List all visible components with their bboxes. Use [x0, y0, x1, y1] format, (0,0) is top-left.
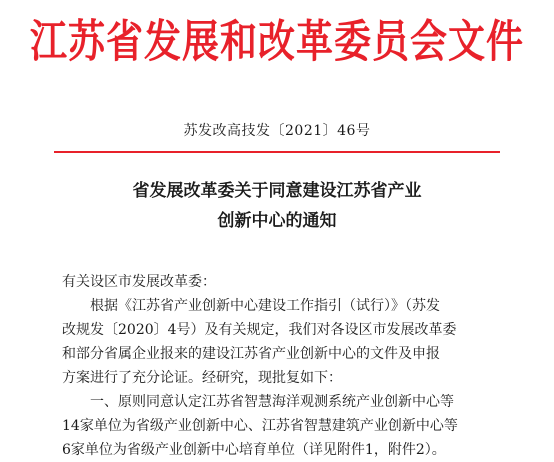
salutation: 有关设区市发展改革委：	[62, 274, 216, 290]
subject-title-line-1: 省发展改革委关于同意建设江苏省产业	[132, 181, 422, 201]
body-paragraph-line: 和部分省属企业报来的建设江苏省产业创新中心的文件及申报	[62, 346, 440, 362]
document-number: 苏发改高技发〔2021〕46号	[183, 123, 371, 139]
body-paragraph-line: 6家单位为省级产业创新中心培育单位（详见附件1，附件2）。	[62, 442, 446, 458]
body-paragraph-line: 根据《江苏省产业创新中心建设工作指引（试行）》（苏发	[90, 298, 440, 314]
body-paragraph-line: 一、原则同意认定江苏省智慧海洋观测系统产业创新中心等	[90, 394, 454, 410]
red-separator-line	[54, 151, 500, 153]
body-paragraph-line: 方案进行了充分论证。经研究，现批复如下：	[62, 370, 342, 386]
body-paragraph-line: 改规发〔2020〕4号）及有关规定，我们对各设区市发展改革委	[62, 322, 457, 338]
body-paragraph-line: 14家单位为省级产业创新中心、江苏省智慧建筑产业创新中心等	[62, 418, 458, 434]
document-header-title: 江苏省发展和改革委员会文件	[30, 15, 524, 68]
subject-title-line-2: 创新中心的通知	[217, 211, 337, 231]
